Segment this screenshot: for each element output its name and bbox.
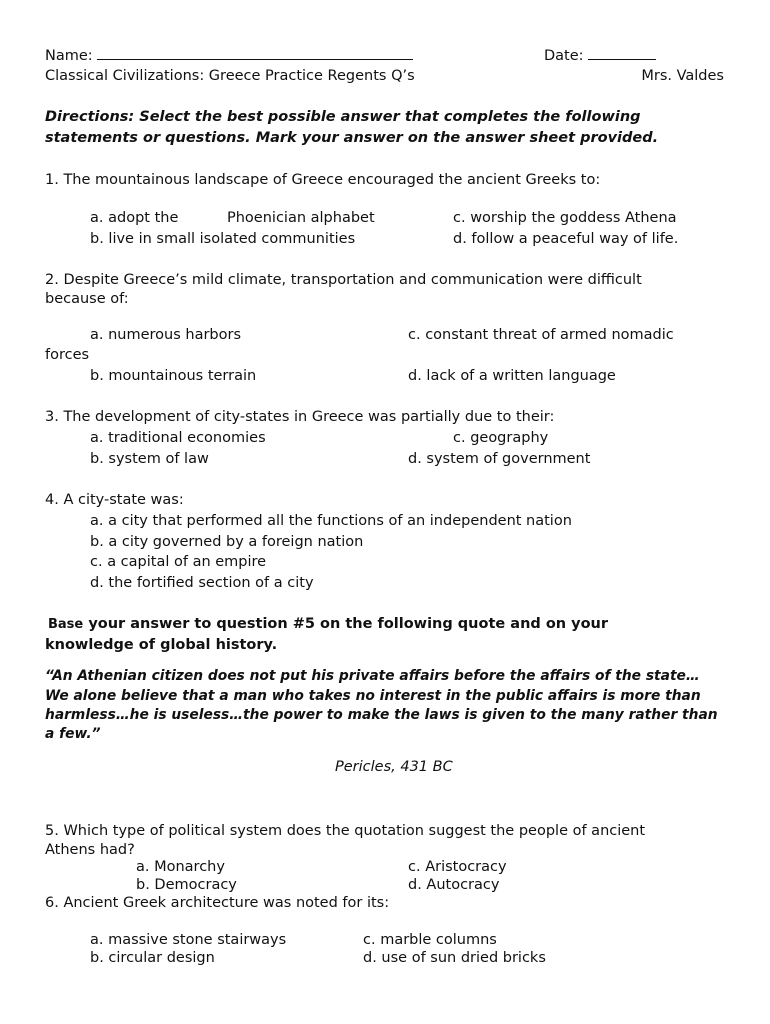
q3-choice-b: b. system of law — [90, 451, 209, 467]
date-field — [544, 45, 656, 66]
q2-stem-line-2: because of: — [45, 291, 129, 307]
q1-choice-a-part1: a. adopt the — [90, 210, 179, 226]
quote-intro-line-1 — [48, 614, 608, 634]
q3-choice-d: d. system of government — [408, 451, 591, 467]
q2-choice-b: b. mountainous terrain — [90, 368, 257, 384]
date-blank-line — [588, 45, 656, 60]
course-title: Classical Civilizations: Greece Practice Regents Q’s — [45, 68, 415, 84]
q2-stem-line-1: 2. Despite Greece’s mild climate, transportation and communication were difficult — [45, 272, 642, 288]
name-blank-line — [97, 45, 413, 60]
q3-choice-c: c. geography — [453, 430, 549, 446]
q2-choice-c-line-2: forces — [45, 347, 90, 363]
q6-choice-b: b. circular design — [90, 950, 215, 966]
q5-stem-line-2: Athens had? — [45, 842, 135, 858]
q4-choice-c: c. a capital of an empire — [90, 554, 267, 570]
date-label: Date: — [544, 48, 584, 64]
q5-choice-c: c. Aristocracy — [408, 859, 507, 875]
q1-choice-b: b. live in small isolated communities — [90, 231, 356, 247]
name-field — [45, 45, 413, 66]
q5-choice-d: d. Autocracy — [408, 877, 500, 893]
q5-choice-b: b. Democracy — [136, 877, 237, 893]
q4-stem: 4. A city-state was: — [45, 492, 184, 508]
quote-intro-rest: your answer to question #5 on the following quote and on your — [88, 616, 609, 632]
q5-choice-a: a. Monarchy — [136, 859, 225, 875]
q4-choice-d: d. the fortified section of a city — [90, 575, 314, 591]
name-label: Name: — [45, 48, 93, 64]
q1-choice-d: d. follow a peaceful way of life. — [453, 231, 679, 247]
quote-line-1: “An Athenian citizen does not put his private affairs before the affairs of the state… — [45, 668, 700, 684]
q4-choice-b: b. a city governed by a foreign nation — [90, 534, 364, 550]
q5-stem-line-1: 5. Which type of political system does the quotation suggest the people of ancient — [45, 823, 646, 839]
quote-line-4: a few.” — [45, 726, 101, 742]
q1-choice-a-part2: Phoenician alphabet — [227, 210, 375, 226]
q2-choice-d: d. lack of a written language — [408, 368, 616, 384]
q1-stem: 1. The mountainous landscape of Greece encouraged the ancient Greeks to: — [45, 172, 601, 188]
q3-choice-a: a. traditional economies — [90, 430, 266, 446]
q3-stem: 3. The development of city-states in Greece was partially due to their: — [45, 409, 555, 425]
quote-line-3: harmless…he is useless…the power to make the laws is given to the many rather than — [45, 707, 718, 723]
q6-choice-c: c. marble columns — [363, 932, 497, 948]
directions-line-1: Directions: Select the best possible answer that completes the following — [45, 109, 641, 125]
directions-line-2: statements or questions. Mark your answer on the answer sheet provided. — [45, 130, 659, 146]
quote-line-2: We alone believe that a man who takes no interest in the public affairs is more than — [45, 688, 701, 704]
q6-stem: 6. Ancient Greek architecture was noted for its: — [45, 895, 390, 911]
q6-choice-a: a. massive stone stairways — [90, 932, 287, 948]
quote-attribution: Pericles, 431 BC — [335, 759, 453, 775]
q2-choice-c-line-1: c. constant threat of armed nomadic — [408, 327, 674, 343]
q4-choice-a: a. a city that performed all the functions of an independent nation — [90, 513, 572, 529]
teacher-name: Mrs. Valdes — [641, 68, 724, 84]
q1-choice-c: c. worship the goddess Athena — [453, 210, 677, 226]
q6-choice-d: d. use of sun dried bricks — [363, 950, 546, 966]
quote-intro-base-word: Base — [48, 617, 84, 632]
quote-intro-line-2: knowledge of global history. — [45, 637, 278, 653]
q2-choice-a: a. numerous harbors — [90, 327, 242, 343]
